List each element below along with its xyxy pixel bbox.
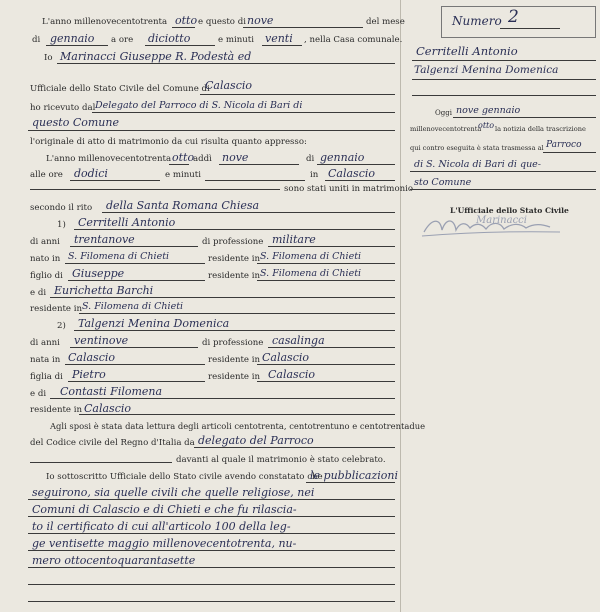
hw-para-line-5: mero ottocentoquarantasette [32, 554, 196, 567]
hw-pubblicazioni: le pubblicazioni [310, 469, 399, 482]
hw-destinatario: Parroco [546, 140, 582, 150]
hw-sposa-margine: Talgenzi Menina Domenica [414, 64, 559, 76]
rule [28, 567, 395, 568]
rule [70, 246, 198, 247]
rule [410, 171, 596, 172]
rule [317, 164, 395, 165]
hw-para-line-2: Comuni di Calascio e di Chieti e che fu rilascia- [32, 503, 297, 516]
rule [543, 152, 596, 153]
text-residente-2: residente in [208, 271, 261, 281]
rule [453, 117, 596, 118]
text-addi: addì [193, 154, 212, 164]
rule [200, 94, 395, 95]
text-sposo-num: 1) [57, 220, 66, 230]
rule [65, 364, 205, 365]
rule [262, 45, 302, 46]
text-residente-4: residente in [208, 355, 261, 365]
hw-celebrante: delegato del Parroco [198, 434, 314, 447]
hw-sposa-residenza: Calascio [262, 351, 309, 364]
text-ufficiale-comune: Ufficiale dello Stato Civile del Comune di [30, 84, 210, 94]
text-e-minuti: e minuti [218, 35, 254, 45]
text-originale: l'originale di atto di matrimonio da cui risulta quanto appresso: [30, 137, 307, 147]
text-nata-in: nata in [30, 355, 61, 365]
hw-para-line-1: seguirono, sia quelle civili che quelle religiose, nei [32, 486, 315, 499]
rule [28, 516, 395, 517]
rule [74, 229, 395, 230]
hw-parrocchia-1: di S. Nicola di Bari di que- [414, 159, 542, 170]
rule [219, 164, 299, 165]
rule [28, 130, 395, 131]
text-ufficiale-stato-civile: L'Ufficiale dello Stato Civile [450, 206, 569, 215]
text-io: Io [44, 53, 53, 63]
numero-value: 2 [508, 7, 519, 27]
text-professione-2: di professione [202, 338, 264, 348]
text-ho-ricevuto: ho ricevuto dal [30, 103, 96, 113]
hw-mese-2: gennaio [320, 151, 365, 164]
column-divider [400, 0, 401, 612]
text-constatato: Io sottoscritto Ufficiale dello Stato civile avendo constatato che [46, 472, 323, 482]
rule [46, 45, 108, 46]
rule [28, 499, 395, 500]
rule [50, 398, 395, 399]
hw-delegato: Delegato del Parroco di S. Nicola di Bari di [95, 100, 303, 111]
rule [102, 212, 395, 213]
text-alle-ore: alle ore [30, 170, 63, 180]
rule [412, 60, 596, 61]
text-figlia-di: figlia di [30, 372, 63, 382]
rule [70, 347, 198, 348]
hw-mese: gennaio [50, 32, 95, 45]
text-lettura-articoli: Agli sposi è stata data lettura degli articoli centotrenta, centotrentuno e centotrentadue [50, 421, 426, 431]
rule [28, 533, 395, 534]
rule [268, 347, 395, 348]
text-davanti: davanti al quale il matrimonio è stato celebrato. [176, 455, 386, 465]
hw-anno-margine: otto [478, 121, 495, 130]
hw-rito: della Santa Romana Chiesa [106, 199, 260, 212]
rule [57, 63, 395, 64]
rule [50, 297, 395, 298]
hw-madre-sposo: Eurichetta Barchi [54, 284, 154, 297]
hw-para-line-4: ge ventisette maggio millenovecentotrenta, nu- [32, 537, 297, 550]
text-trasmessa: qui contro eseguita è stata trasmessa al [410, 144, 544, 152]
hw-sposo-professione: militare [272, 233, 316, 246]
hw-sposo-margine: Cerritelli Antonio [416, 44, 518, 58]
rule [412, 79, 596, 80]
hw-sposa-nascita: Calascio [68, 351, 115, 364]
hw-madre-sposo-residenza: S. Filomena di Chieti [82, 301, 184, 312]
hw-oggi-data: nove gennaio [456, 105, 521, 116]
text-e-di: e di [30, 288, 47, 298]
rule [28, 601, 395, 602]
rule [30, 462, 172, 463]
hw-sposo-residenza: S. Filomena di Chieti [260, 251, 362, 262]
rule [243, 27, 363, 28]
rule [92, 112, 395, 113]
hw-sposo-nascita: S. Filomena di Chieti [68, 251, 170, 262]
text-millenovecento: millenovecentotrenta [410, 125, 482, 133]
hw-sposa-nome: Talgenzi Menina Domenica [78, 317, 230, 330]
hw-comune: Calascio [205, 79, 252, 92]
text-professione: di professione [202, 237, 264, 247]
hw-padre-sposo: Giuseppe [72, 267, 125, 280]
hw-minuti: venti [265, 32, 293, 45]
rule [28, 550, 395, 551]
rule [410, 189, 596, 190]
text-a-ore: a ore [111, 35, 134, 45]
hw-sposo-eta: trentanove [74, 233, 135, 246]
text-figlio-di: figlio di [30, 271, 63, 281]
hw-parrocchia-2: sto Comune [414, 177, 472, 188]
rule [257, 381, 395, 382]
text-sposa-num: 2) [57, 321, 66, 331]
rule [325, 180, 395, 181]
hw-padre-sposa-residenza: Calascio [268, 368, 315, 381]
rule [412, 95, 596, 96]
hw-padre-sposa: Pietro [72, 368, 106, 381]
rule [65, 263, 205, 264]
text-residente: residente in [208, 254, 261, 264]
rule [257, 263, 395, 264]
text-anno: L'anno millenovecentotrenta [42, 17, 168, 27]
hw-anno-otto: otto [175, 14, 198, 27]
text-questo-di: e questo di [198, 17, 246, 27]
text-oggi: Oggi [435, 109, 452, 117]
text-notizia: la notizia della trascrizione [495, 125, 586, 133]
text-residente-3: residente in [30, 304, 83, 314]
text-di-anni-2: di anni [30, 338, 60, 348]
text-e-di-2: e di [30, 389, 47, 399]
text-codice-civile: del Codice civile del Regno d'Italia da [30, 438, 195, 448]
text-nato-in: nato in [30, 254, 61, 264]
text-casa-comunale: , nella Casa comunale. [304, 35, 403, 45]
rule [30, 189, 280, 190]
rule [68, 381, 205, 382]
text-anno-2: L'anno millenovecentotrenta [46, 154, 172, 164]
text-di: di [32, 35, 41, 45]
text-residente-6: residente in [30, 405, 83, 415]
hw-sposo-nome: Cerritelli Antonio [78, 216, 176, 229]
rule [169, 164, 189, 165]
text-uniti: sono stati uniti in matrimonio [284, 184, 414, 194]
rule [145, 45, 215, 46]
rule [257, 280, 395, 281]
hw-sposa-eta: ventinove [74, 334, 129, 347]
rule [68, 280, 205, 281]
hw-officer-name: Marinacci Giuseppe R. Podestà ed [60, 50, 252, 63]
rule [70, 180, 160, 181]
hw-questo-comune: questo Comune [32, 116, 119, 129]
hw-para-line-3: to il certificato di cui all'articolo 100 della leg- [32, 520, 291, 533]
rule [257, 364, 395, 365]
rule [205, 180, 305, 181]
hw-luogo: Calascio [328, 167, 375, 180]
hw-giorno: nove [247, 14, 274, 27]
hw-madre-sposa-residenza: Calascio [84, 402, 131, 415]
rule [172, 27, 195, 28]
signature-text: Marinacci [476, 215, 527, 226]
text-residente-5: residente in [208, 372, 261, 382]
rule [79, 414, 395, 415]
hw-giorno-2: nove [222, 151, 249, 164]
rule [79, 313, 395, 314]
text-rito: secondo il rito [30, 203, 93, 213]
hw-madre-sposa: Contasti Filomena [60, 385, 163, 398]
hw-ore: diciotto [148, 32, 191, 45]
text-di-anni: di anni [30, 237, 60, 247]
hw-padre-sposo-residenza: S. Filomena di Chieti [260, 268, 362, 279]
rule [306, 482, 395, 483]
rule [500, 28, 560, 29]
rule [268, 246, 395, 247]
hw-ore-2: dodici [74, 167, 108, 180]
rule [194, 447, 395, 448]
rule [74, 330, 395, 331]
numero-label: Numero [452, 14, 502, 28]
rule [28, 584, 395, 585]
text-di-2: di [306, 154, 315, 164]
hw-sposa-professione: casalinga [272, 334, 325, 347]
hw-anno-otto-2: otto [172, 151, 195, 164]
text-del-mese: del mese [366, 17, 405, 27]
text-in: in [310, 170, 319, 180]
text-e-minuti-2: e minuti [165, 170, 201, 180]
